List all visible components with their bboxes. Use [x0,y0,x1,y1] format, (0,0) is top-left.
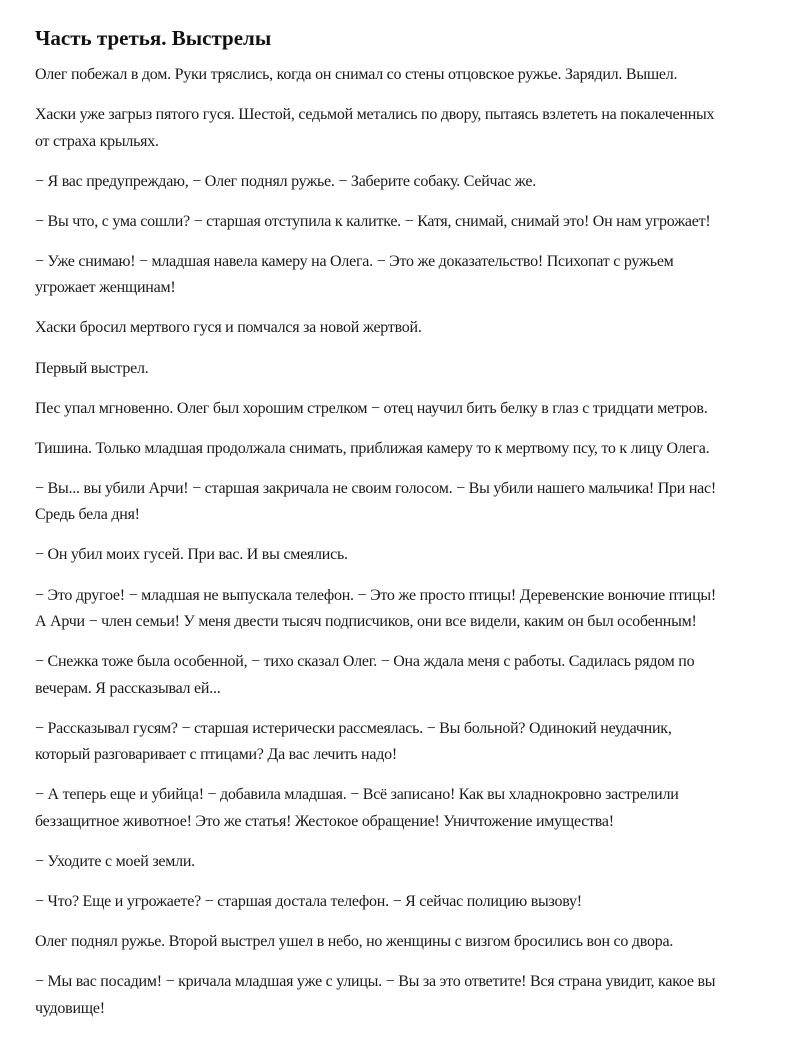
paragraph: Олег поднял ружье. Второй выстрел ушел в небо, но женщины с визгом бросились вон со двора. [35,933,674,951]
paragraph: Хаски бросил мертвого гуся и помчался за новой жертвой. [35,319,422,337]
paragraph: − Что? Еще и угрожаете? − старшая достала телефон. − Я сейчас полицию вызову! [35,893,582,910]
paragraph: − Вы... вы убили Арчи! − старшая закричала не своим голосом. − Вы убили нашего мальчика! При нас! Средь бела дня! [35,479,716,524]
paragraph: − Снежка тоже была особенной, − тихо сказал Олег. − Она ждала меня с работы. Садилась рядом по вечерам. Я рассказывал ей... [35,653,695,697]
paragraph: − Вы что, с ума сошли? − старшая отступила к калитке. − Катя, снимай, снимай это! Он нам угрожает! [35,212,711,230]
paragraph: − Мы вас посадим! − кричала младшая уже с улицы. − Вы за это ответите! Вся страна увидит, какое вы чудовище! [35,973,716,1017]
paragraph: Первый выстрел. [35,359,149,377]
chapter-title: Часть третья. Выстрелы [35,26,272,50]
paragraph: Хаски уже загрыз пятого гуся. Шестой, седьмой метались по двору, пытаясь взлететь на покалеченных от страха крыльях. [35,106,715,150]
paragraph: − Уже снимаю! − младшая навела камеру на Олега. − Это же доказательство! Психопат с ружьем угрожает женщинам! [35,252,674,297]
paragraph: − Я вас предупреждаю, − Олег поднял ружье. − Заберите собаку. Сейчас же. [35,172,536,190]
paragraph: Тишина. Только младшая продолжала снимать, приближая камеру то к мертвому псу, то к лицу Олега. [35,439,710,457]
paragraph: Пес упал мгновенно. Олег был хорошим стрелком − отец научил бить белку в глаз с тридцати метров. [35,399,708,417]
paragraph: − Уходите с моей земли. [35,852,195,870]
paragraph: − Он убил моих гусей. При вас. И вы смеялись. [35,546,348,564]
paragraph: Олег побежал в дом. Руки тряслись, когда он снимал со стены отцовское ружье. Зарядил. Вышел. [35,66,678,83]
paragraph: − А теперь еще и убийца! − добавила младшая. − Всё записано! Как вы хладнокровно застрелили беззащитное животное! Это же статья! Жестокое обращение! Уничтожение имущества! [35,786,679,830]
paragraph: − Это другое! − младшая не выпускала телефон. − Это же просто птицы! Деревенские вонючие птицы! А Арчи − член семьи! У меня двести тысяч подписчиков, они все видели, каким он был особенным! [35,586,716,631]
paragraph: − Рассказывал гусям? − старшая истерически рассмеялась. − Вы больной? Одинокий неудачник, который разговаривает с птицами? Да вас лечить надо! [35,719,672,764]
